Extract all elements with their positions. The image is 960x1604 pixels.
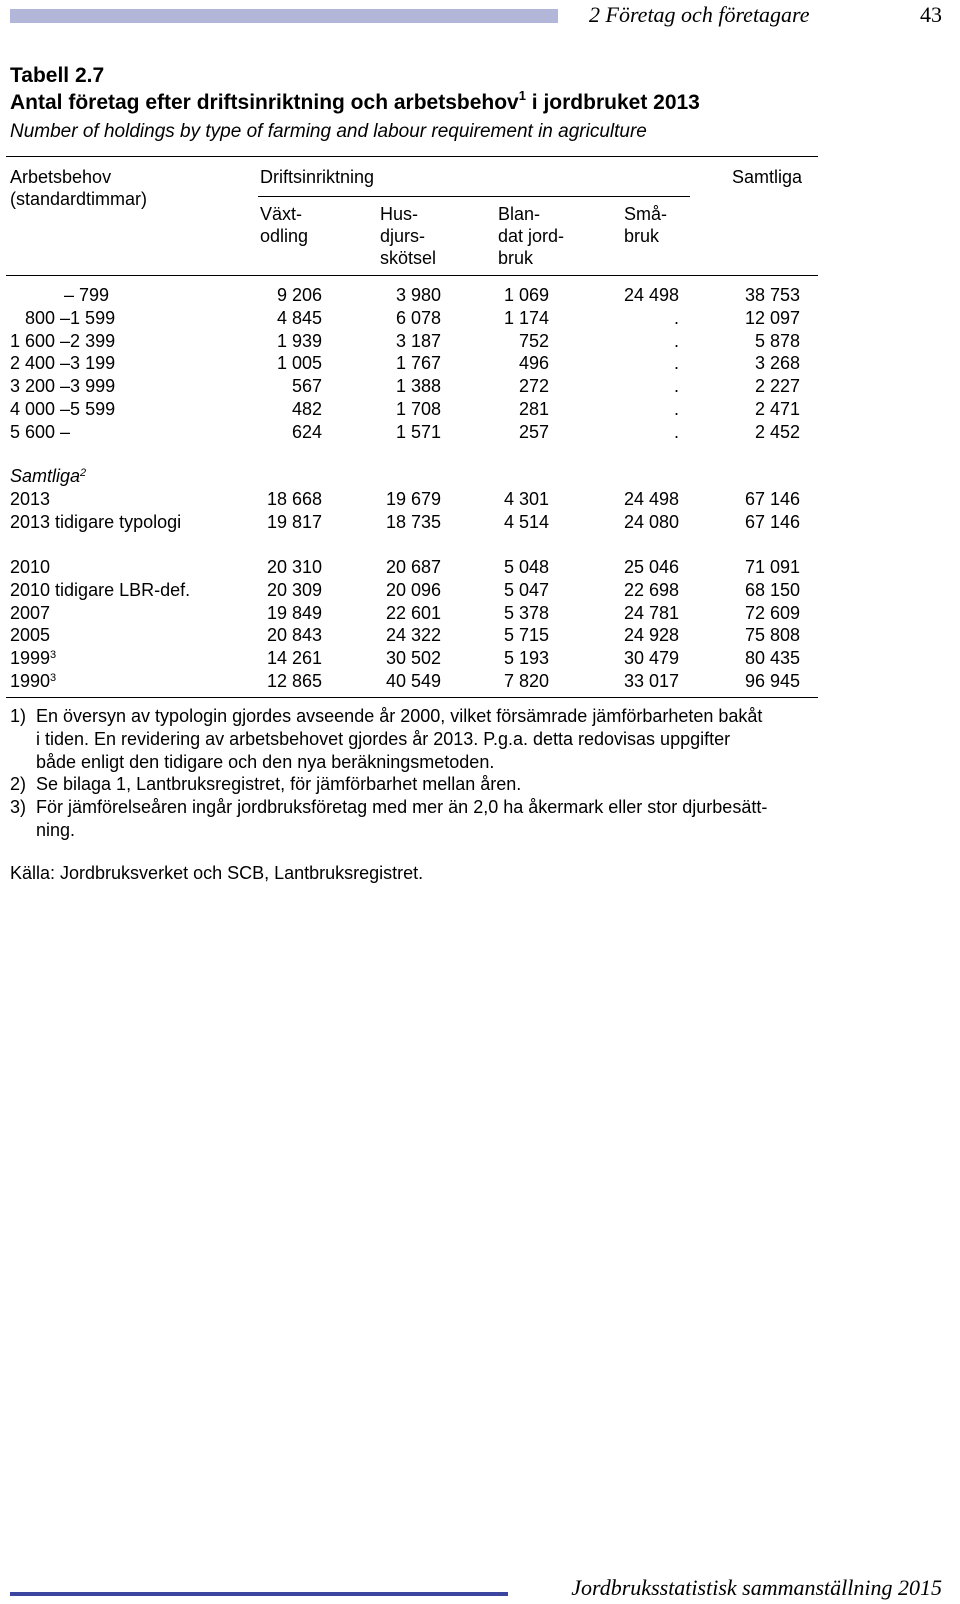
table-cell: 22 601	[385, 602, 441, 623]
table-cell: 80 435	[744, 648, 800, 669]
table-cell: 2 471	[754, 399, 800, 419]
row-label: 1 600 –2 399	[10, 330, 116, 351]
table-cell: 7 820	[503, 671, 549, 691]
table-cell: 24 080	[623, 511, 679, 532]
table-cell: .	[673, 307, 679, 328]
table-cell: 72 609	[744, 602, 800, 623]
table-cell: 30 479	[623, 648, 679, 669]
table-cell: 482	[291, 399, 322, 419]
footer-decor-bar	[10, 1592, 508, 1596]
table-cell: 20 096	[385, 579, 441, 600]
table-cell: 24 322	[385, 625, 441, 646]
table-cell: 624	[291, 421, 322, 442]
group-header-rule	[258, 196, 690, 197]
footnote-line: 2) Se bilaga 1, Lantbruksregistret, för jämförbarhet mellan åren.	[10, 774, 522, 795]
table-cell: 5 878	[754, 330, 800, 351]
table-cell: 24 498	[623, 285, 679, 305]
row-label: 1990$^3$	[10, 671, 57, 691]
row-label: 2 400 –3 199	[10, 353, 116, 374]
table-cell: 67 146	[744, 511, 800, 532]
table-title: Antal företag efter driftsinriktning och arbetsbehov$^1$ i jordbruket 2013	[10, 88, 700, 114]
table-top-rule	[6, 156, 818, 157]
table-cell: .	[673, 353, 679, 374]
table-cell: 257	[518, 421, 549, 442]
table-cell: 20 687	[385, 557, 441, 577]
stub-header: Arbetsbehov (standardtimmar)	[10, 167, 148, 209]
table-cell: 71 091	[744, 557, 800, 577]
table-cell: 33 017	[623, 671, 679, 691]
header-bottom-rule	[6, 275, 818, 276]
table-cell: 281	[518, 399, 549, 419]
row-label: 2007	[10, 602, 51, 623]
table-cell: 30 502	[385, 648, 441, 669]
column-header: Hus- djurs- skötsel	[380, 204, 437, 268]
table-cell: 752	[518, 330, 549, 351]
table-cell: 1 174	[503, 307, 549, 328]
table-cell: 496	[518, 353, 549, 374]
column-header: Små- bruk	[624, 204, 668, 246]
chapter-title: 2 Företag och företagare	[589, 2, 810, 27]
table-cell: 12 865	[266, 671, 322, 691]
table-cell: 567	[291, 376, 322, 397]
row-label: 4 000 –5 599	[10, 399, 116, 419]
table-cell: 96 945	[744, 671, 800, 691]
publication-title: Jordbruksstatistisk sammanställning 2015	[571, 1575, 942, 1600]
table-cell: 20 843	[266, 625, 322, 646]
table-cell: 5 378	[503, 602, 549, 623]
table-cell: 1 767	[395, 353, 441, 374]
footnote-line: både enligt den tidigare och den nya beräkningsmetoden.	[36, 751, 495, 772]
table-cell: 5 047	[503, 579, 549, 600]
table-cell: 38 753	[744, 285, 800, 305]
table-cell: 24 928	[623, 625, 679, 646]
column-header: Blan- dat jord- bruk	[498, 204, 565, 268]
table-cell: 12 097	[744, 307, 800, 328]
table-cell: 1 939	[276, 330, 322, 351]
row-label: 1999$^3$	[10, 648, 57, 669]
table-cell: 1 388	[395, 376, 441, 397]
row-label: 800 –1 599	[25, 307, 116, 328]
table-cell: 3 980	[395, 285, 441, 305]
row-label: 5 600 –	[10, 421, 71, 442]
table-cell: 1 708	[395, 399, 441, 419]
table-cell: 4 845	[276, 307, 322, 328]
table-cell: 67 146	[744, 489, 800, 509]
row-label: 2010 tidigare LBR-def.	[10, 579, 191, 600]
footnote-line: 1) En översyn av typologin gjordes avseende år 2000, vilket försämrade jämförbarheten bakåt	[10, 706, 763, 726]
table-cell: .	[673, 399, 679, 419]
total-header: Samtliga	[732, 167, 803, 187]
table-cell: 4 301	[503, 489, 549, 509]
table-subtitle: Number of holdings by type of farming and labour requirement in agriculture	[10, 121, 647, 142]
table-cell: 2 452	[754, 421, 800, 442]
source-note: Källa: Jordbruksverket och SCB, Lantbruksregistret.	[10, 863, 424, 883]
table-cell: 19 679	[385, 489, 441, 509]
header-decor-bar	[10, 9, 558, 23]
table-cell: 20 309	[266, 579, 322, 600]
group-header: Driftsinriktning	[260, 167, 375, 187]
table-cell: 18 668	[266, 489, 322, 509]
table-cell: 1 069	[503, 285, 549, 305]
table-cell: 5 048	[503, 557, 549, 577]
table-cell: 24 781	[623, 602, 679, 623]
table-cell: 5 193	[503, 648, 549, 669]
table-cell: 14 261	[266, 648, 322, 669]
table-cell: 9 206	[276, 285, 322, 305]
row-label: Samtliga$^2$	[10, 466, 87, 486]
table-cell: 22 698	[623, 579, 679, 600]
table-cell: 6 078	[395, 307, 441, 328]
table-cell: 19 849	[266, 602, 322, 623]
table-cell: 4 514	[503, 511, 549, 532]
table-cell: 3 268	[754, 353, 800, 374]
table-cell: 1 571	[395, 421, 441, 442]
footnote-line: i tiden. En revidering av arbetsbehovet gjordes år 2013. P.g.a. detta redovisas uppgifter	[36, 728, 731, 749]
row-label: 2013	[10, 489, 51, 509]
table-cell: .	[673, 330, 679, 351]
table-cell: 3 187	[395, 330, 441, 351]
row-label: 2013 tidigare typologi	[10, 511, 182, 532]
table-cell: 19 817	[266, 511, 322, 532]
row-label: 2010	[10, 557, 51, 577]
column-header: Växt- odling	[260, 204, 309, 246]
table-cell: 68 150	[744, 579, 800, 600]
table-cell: 24 498	[623, 489, 679, 509]
table-cell: 25 046	[623, 557, 679, 577]
table-cell: 75 808	[744, 625, 800, 646]
table-cell: 272	[518, 376, 549, 397]
table-label: Tabell 2.7	[10, 64, 105, 87]
table-cell: 20 310	[266, 557, 322, 577]
table-cell: 40 549	[385, 671, 441, 691]
table-cell: .	[673, 421, 679, 442]
table-cell: 18 735	[385, 511, 441, 532]
table-bottom-rule	[6, 697, 818, 698]
row-label: 3 200 –3 999	[10, 376, 116, 397]
page-number: 43	[920, 2, 942, 27]
row-label: – 799	[64, 285, 110, 305]
table-cell: 1 005	[276, 353, 322, 374]
footnote-line: 3) För jämförelseåren ingår jordbruksföretag med mer än 2,0 ha åkermark eller stor djurbesätt-	[10, 797, 768, 818]
footnote-line: ning.	[36, 820, 76, 840]
table-cell: 5 715	[503, 625, 549, 646]
table-cell: 2 227	[754, 376, 800, 397]
row-label: 2005	[10, 625, 51, 646]
table-cell: .	[673, 376, 679, 397]
